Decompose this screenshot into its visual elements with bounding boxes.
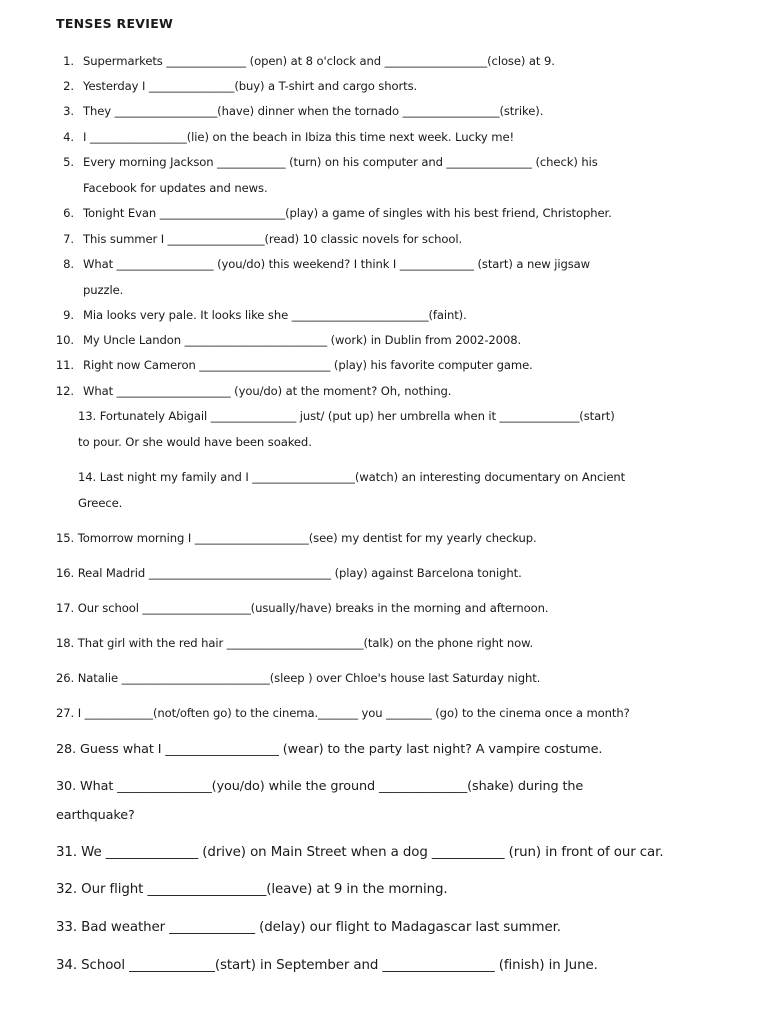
exercise-line: 30. What _______________(you/do) while the ground ______________(shake) during the	[56, 779, 584, 794]
item-text: Tonight Evan ______________________(play) a game of singles with his best friend, Christopher.	[83, 206, 612, 220]
item-text: Facebook for updates and news.	[83, 181, 268, 195]
item-number: 7.	[63, 232, 74, 246]
item-text: My Uncle Landon _________________________ (work) in Dublin from 2002-2008.	[83, 333, 522, 347]
item-text: They __________________(have) dinner when the tornado _________________(strike).	[83, 104, 544, 118]
item-text: Mia looks very pale. It looks like she ________________________(faint).	[83, 308, 467, 322]
exercise-line: 28. Guess what I __________________ (wear) to the party last night? A vampire costume.	[56, 742, 603, 757]
exercise-line: 17. Our school ___________________(usually/have) breaks in the morning and afternoon.	[56, 601, 549, 615]
exercise-line	[50, 308, 467, 322]
exercise-line-continuation	[50, 181, 268, 195]
exercise-line: 16. Real Madrid ________________________________ (play) against Barcelona tonight.	[56, 566, 522, 580]
exercise-line: 15. Tomorrow morning I ____________________(see) my dentist for my yearly checkup.	[56, 531, 537, 545]
exercise-line-continuation: earthquake?	[56, 808, 135, 823]
item-text: What ____________________ (you/do) at the moment? Oh, nothing.	[83, 384, 452, 398]
exercise-line: 26. Natalie __________________________(sleep ) over Chloe's house last Saturday night.	[56, 671, 541, 685]
item-text: Yesterday I _______________(buy) a T-shirt and cargo shorts.	[83, 79, 418, 93]
item-number: 11.	[55, 358, 74, 372]
exercise-line	[50, 79, 417, 93]
exercise-line	[50, 130, 514, 144]
item-text: Every morning Jackson ____________ (turn) on his computer and _______________ (check) his	[83, 155, 598, 169]
item-text: Right now Cameron _______________________ (play) his favorite computer game.	[83, 358, 533, 372]
exercise-line: 27. I ____________(not/often go) to the cinema._______ you ________ (go) to the cinema once a month?	[56, 706, 630, 720]
item-text: I _________________(lie) on the beach in Ibiza this time next week. Lucky me!	[83, 130, 515, 144]
item-number: 4.	[63, 130, 74, 144]
exercise-line	[50, 333, 521, 347]
exercise-line	[50, 54, 555, 68]
exercise-line-continuation: Greece.	[78, 496, 123, 510]
item-text: Supermarkets ______________ (open) at 8 o'clock and __________________(close) at 9.	[83, 54, 555, 68]
exercise-line: 33. Bad weather _____________ (delay) our flight to Madagascar last summer.	[56, 920, 561, 935]
exercise-line-continuation	[50, 283, 123, 297]
exercise-line	[50, 155, 598, 169]
item-text: What _________________ (you/do) this weekend? I think I _____________ (start) a new jigsaw	[83, 257, 591, 271]
item-number: 3.	[63, 104, 74, 118]
item-number: 2.	[63, 79, 74, 93]
exercise-line	[50, 384, 451, 398]
exercise-line: 18. That girl with the red hair ________________________(talk) on the phone right now.	[56, 636, 534, 650]
item-text: puzzle.	[83, 283, 124, 297]
exercise-line	[50, 257, 590, 271]
worksheet-title: TENSES REVIEW	[56, 16, 174, 31]
exercise-line: 13. Fortunately Abigail _______________ just/ (put up) her umbrella when it ______________(start)	[78, 409, 615, 423]
item-number: 6.	[63, 206, 74, 220]
exercise-line	[50, 104, 543, 118]
item-number: 8.	[63, 257, 74, 271]
exercise-line: 32. Our flight __________________(leave) at 9 in the morning.	[56, 882, 448, 897]
item-number: 5.	[63, 155, 74, 169]
exercise-line	[50, 358, 533, 372]
item-number: 9.	[63, 308, 74, 322]
item-number: 12.	[55, 384, 74, 398]
exercise-line	[50, 206, 612, 220]
exercise-line: 31. We ______________ (drive) on Main Street when a dog ___________ (run) in front of our car.	[56, 845, 664, 860]
item-text: This summer I _________________(read) 10 classic novels for school.	[83, 232, 463, 246]
item-number: 10.	[55, 333, 74, 347]
exercise-line-continuation: to pour. Or she would have been soaked.	[78, 435, 312, 449]
item-number: 1.	[63, 54, 74, 68]
exercise-line	[50, 232, 462, 246]
exercise-line: 34. School _____________(start) in September and _________________ (finish) in June.	[56, 958, 598, 973]
exercise-line: 14. Last night my family and I __________________(watch) an interesting documentary on Ancient	[78, 470, 626, 484]
